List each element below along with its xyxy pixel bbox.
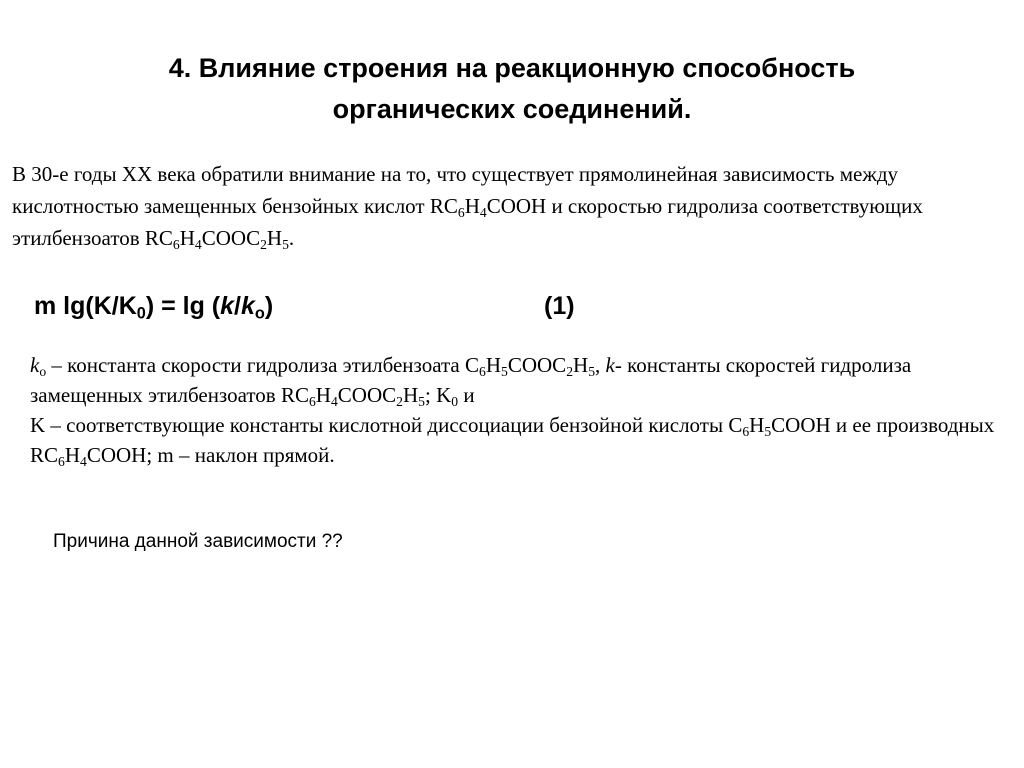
def-text: H	[573, 353, 589, 377]
subscript: 4	[80, 453, 87, 469]
formula-text: m lg(K/K	[34, 292, 137, 320]
intro-text: COOC	[201, 226, 261, 250]
subscript: 5	[501, 363, 508, 379]
definitions-paragraph	[30, 350, 1010, 470]
subscript: 4	[479, 204, 487, 220]
def-text: H	[485, 353, 501, 377]
subscript: 6	[172, 236, 180, 252]
formula-text: )	[264, 292, 274, 320]
formula-text: ) = lg (	[145, 292, 221, 320]
def-text: K – соответствующие константы кислотной диссоциации бензойной кислоты C	[30, 413, 743, 437]
question-text: Причина данной зависимости ??	[53, 531, 343, 552]
intro-paragraph	[12, 158, 1012, 254]
subscript: 5	[588, 363, 596, 379]
title-line-1: 4. Влияние строения на реакционную способность	[168, 53, 856, 83]
subscript: 2	[260, 236, 267, 252]
def-text: ,	[595, 353, 606, 377]
subscript: 4	[194, 236, 202, 252]
def-k: k	[605, 353, 615, 377]
formula-expression	[34, 292, 274, 323]
intro-text: H	[464, 194, 480, 218]
def-text: H	[315, 383, 331, 407]
subscript: 6	[308, 393, 316, 409]
def-text: ; K	[424, 383, 452, 407]
intro-text: В 30-е годы XX века обратили внимание на то, что существует прямолинейная зависимость между кислотностью замещенных бензойных кислот RC	[12, 162, 899, 218]
slide-title	[0, 48, 1024, 130]
subscript: 4	[330, 393, 338, 409]
subscript: 5	[418, 393, 425, 409]
def-text: COOH; m – наклон прямой.	[86, 443, 335, 467]
subscript: o	[254, 304, 265, 323]
def-text: и	[458, 383, 475, 407]
def-text: COOH и ее производных RC	[30, 413, 995, 467]
def-text: COOC	[337, 383, 397, 407]
def-k: k	[30, 353, 40, 377]
def-text: H	[402, 383, 419, 407]
subscript: 6	[742, 423, 750, 439]
intro-text: COOH и скоростью гидролиза соответствующих этилбензоатов RC	[12, 194, 923, 250]
formula-k: k	[241, 292, 255, 320]
intro-text: H	[266, 226, 283, 250]
subscript: 6	[479, 363, 486, 379]
subscript: 6	[58, 453, 65, 469]
subscript: 6	[457, 204, 465, 220]
subscript: 5	[764, 423, 772, 439]
intro-text: H	[179, 226, 195, 250]
intro-text: .	[288, 226, 295, 250]
def-text: – константа скорости гидролиза этилбензоата C	[46, 353, 479, 377]
def-text: H	[749, 413, 765, 437]
subscript: o	[39, 363, 47, 379]
def-text: - константы скоростей гидролиза замещенных этилбензоатов RC	[30, 353, 912, 407]
formula-k: k	[220, 292, 235, 320]
subscript: 0	[136, 304, 146, 323]
hammett-formula	[34, 286, 634, 326]
subscript: 5	[282, 236, 289, 252]
formula-text: /	[234, 292, 241, 320]
title-line-2: органических соединений.	[332, 94, 692, 124]
subscript: 2	[566, 363, 574, 379]
subscript: 2	[396, 393, 403, 409]
def-text: H	[64, 443, 81, 467]
equation-number: (1)	[544, 292, 575, 320]
def-text: COOC	[507, 353, 567, 377]
subscript: 0	[451, 393, 459, 409]
